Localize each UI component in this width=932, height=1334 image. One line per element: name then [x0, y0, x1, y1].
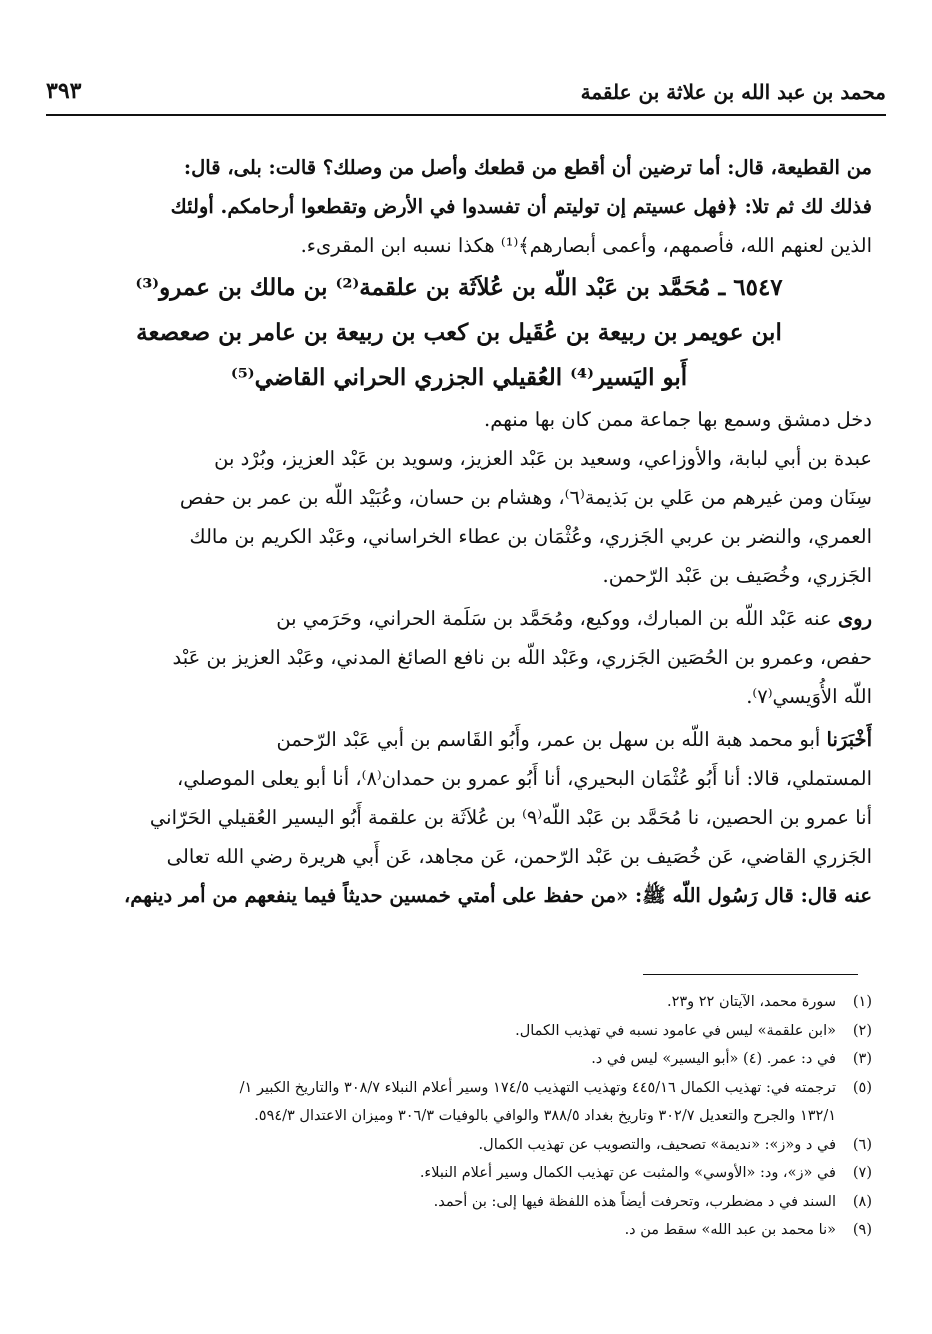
footnote — [46, 988, 872, 1017]
footnote-text: في د: عمر. (٤) «أبو اليسير» ليس في د. — [591, 1051, 836, 1067]
text-span: أبو محمد هبة اللّه بن سهل بن عمر، وأَبُو القَاسم بن أبي عَبْد الرّحمن — [276, 728, 821, 751]
footnote-text: ١٣٢/١ والجرح والتعديل ٣٠٢/٧ وتاريخ بغداد ٣٨٨/٥ والوافي بالوفيات ٣٠٦/٣ وميزان الاعتدال ٥٩٤/٣. — [254, 1108, 836, 1124]
teachers-paragraph — [46, 439, 872, 595]
footnote-number: (٥) — [852, 1079, 872, 1096]
hadith-lead: أَخْبَرَنا — [826, 728, 872, 751]
footnote-text: في «ز»، ود: «الأوسي» والمثبت عن تهذيب الكمال وسير أعلام النبلاء. — [419, 1165, 836, 1181]
heading-line: ٦٥٤٧ ـ مُحَمَّد بن عَبْد اللّه بن عُلاَثَة بن علقمة⁽²⁾ بن مالك بن عمرو⁽³⁾ — [135, 274, 783, 301]
entered-paragraph — [46, 400, 872, 439]
text-line: الذين لعنهم الله، فأصمهم، وأعمى أبصارهم﴾⁽¹⁾ هكذا نسبه ابن المقرىء. — [300, 234, 872, 257]
text-line: العمري، والنضر بن عربي الجَزري، وعُثْمَان بن عطاء الخراساني، وعَبْد الكريم بن مالك — [189, 525, 872, 548]
footnotes — [46, 988, 872, 1245]
text-line: دخل دمشق وسمع بها جماعة ممن كان بها منهم. — [484, 408, 872, 431]
running-title: محمد بن عبد الله بن علاثة بن علقمة — [580, 80, 886, 104]
text-line: سِنَان ومن غيرهم من عَلي بن بَذيمة⁽٦⁾، وهشام بن حسان، وعُبَيْد اللّه بن عمر بن حفص — [179, 486, 872, 509]
footnote-number: (٦) — [852, 1136, 872, 1153]
text-line: عنه قال: قال رَسُول اللّه ﷺ: «من حفظ على أمتي خمسين حديثاً فيما ينفعهم من أمر دينهم، — [123, 884, 872, 907]
main-text — [46, 148, 872, 915]
footnote-text: في د و«ز»: «نديمة» تصحيف، والتصويب عن تهذيب الكمال. — [478, 1136, 836, 1153]
footnote-number: (٩) — [852, 1222, 872, 1238]
footnote-number: (٣) — [852, 1051, 872, 1067]
footnote — [46, 1045, 872, 1074]
narrators-paragraph — [46, 599, 872, 716]
footnote-number: (١) — [852, 994, 872, 1010]
footnote — [46, 1216, 872, 1245]
heading-line: ابن عويمر بن ربيعة بن عُقَيل بن كعب بن ربيعة بن عامر بن صعصعة — [136, 319, 782, 346]
footnote-text: «ابن علقمة» ليس في عامود نسبه في تهذيب الكمال. — [515, 1022, 836, 1039]
footnote-continuation — [46, 1102, 872, 1131]
narrators-lead: روى — [837, 607, 872, 630]
footnote — [46, 1131, 872, 1160]
footnote-number: (٨) — [852, 1193, 872, 1210]
text-line: عبدة بن أبي لبابة، والأوزاعي، وسعيد بن عَبْد العزيز، وسويد بن عَبْد العزيز، وبُرْد بن — [214, 447, 872, 470]
text-line: من القطيعة، قال: أما ترضين أن أقطع من قطعك وأصل من وصلك؟ قالت: بلى، قال: — [183, 156, 872, 179]
text-line: الجَزري القاضي، عَن خُصَيف بن عَبْد الرّحمن، عَن مجاهد، عَن أَبي هريرة رضي الله تعالى — [166, 845, 872, 868]
intro-paragraph — [46, 148, 872, 265]
footnote — [46, 1017, 872, 1046]
footnote-text: ترجمته في: تهذيب الكمال ٤٤٥/١٦ وتهذيب التهذيب ١٧٤/٥ وسير أعلام النبلاء ٣٠٨/٧ والتاريخ الكبير ١/ — [239, 1079, 836, 1096]
footnote-text: «نا محمد بن عبد الله» سقط من د. — [624, 1222, 836, 1238]
text-line — [46, 599, 872, 638]
footnote — [46, 1159, 872, 1188]
hadith-paragraph — [46, 720, 872, 915]
heading-line: أَبو اليَسير⁽⁴⁾ العُقيلي الجزري الحراني القاضي⁽⁵⁾ — [230, 364, 688, 391]
entry-heading — [46, 265, 872, 400]
text-line: أنا عمرو بن الحصين، نا مُحَمَّد بن عَبْد اللّه⁽٩⁾ بن عُلاَثَة بن علقمة أَبُو اليسير العُقيلي الحَرّاني — [149, 806, 872, 829]
page-number: ٣٩٣ — [46, 78, 82, 104]
footnote — [46, 1074, 872, 1103]
footnote-text: السند في د مضطرب، وتحرفت أيضاً هذه اللفظة فيها إلى: بن أحمد. — [433, 1193, 836, 1210]
text-span: عنه عَبْد اللّه بن المبارك، ووكيع، ومُحَمَّد بن سَلَمة الحراني، وحَرَمي بن — [276, 607, 832, 630]
footnote-separator — [643, 974, 858, 975]
footnote-number: (٧) — [852, 1165, 872, 1181]
text-line — [46, 720, 872, 759]
text-line: فذلك لك ثم تلا: ﴿فهل عسيتم إن توليتم أن تفسدوا في الأرض وتقطعوا أرحامكم. أولئك — [170, 195, 872, 218]
text-line: المستملي، قالا: أنا أَبُو عُثْمَان البحيري، أنا أَبُو عمرو بن حمدان⁽٨⁾، أنا أبو يعلى الموصلي، — [177, 767, 872, 790]
footnote — [46, 1188, 872, 1217]
footnote-number: (٢) — [852, 1022, 872, 1039]
text-line: اللّه الأُوَيسي⁽٧⁾. — [746, 685, 872, 708]
footnote-text: سورة محمد، الآيتان ٢٢ و٢٣. — [666, 994, 836, 1010]
page-header — [46, 74, 886, 116]
text-line: حفص، وعمرو بن الحُصَين الجَزري، وعَبْد اللّه بن نافع الصائغ المدني، وعَبْد العزيز بن عَبْد — [172, 646, 872, 669]
text-line: الجَزري، وخُصَيف بن عَبْد الرّحمن. — [602, 564, 872, 587]
